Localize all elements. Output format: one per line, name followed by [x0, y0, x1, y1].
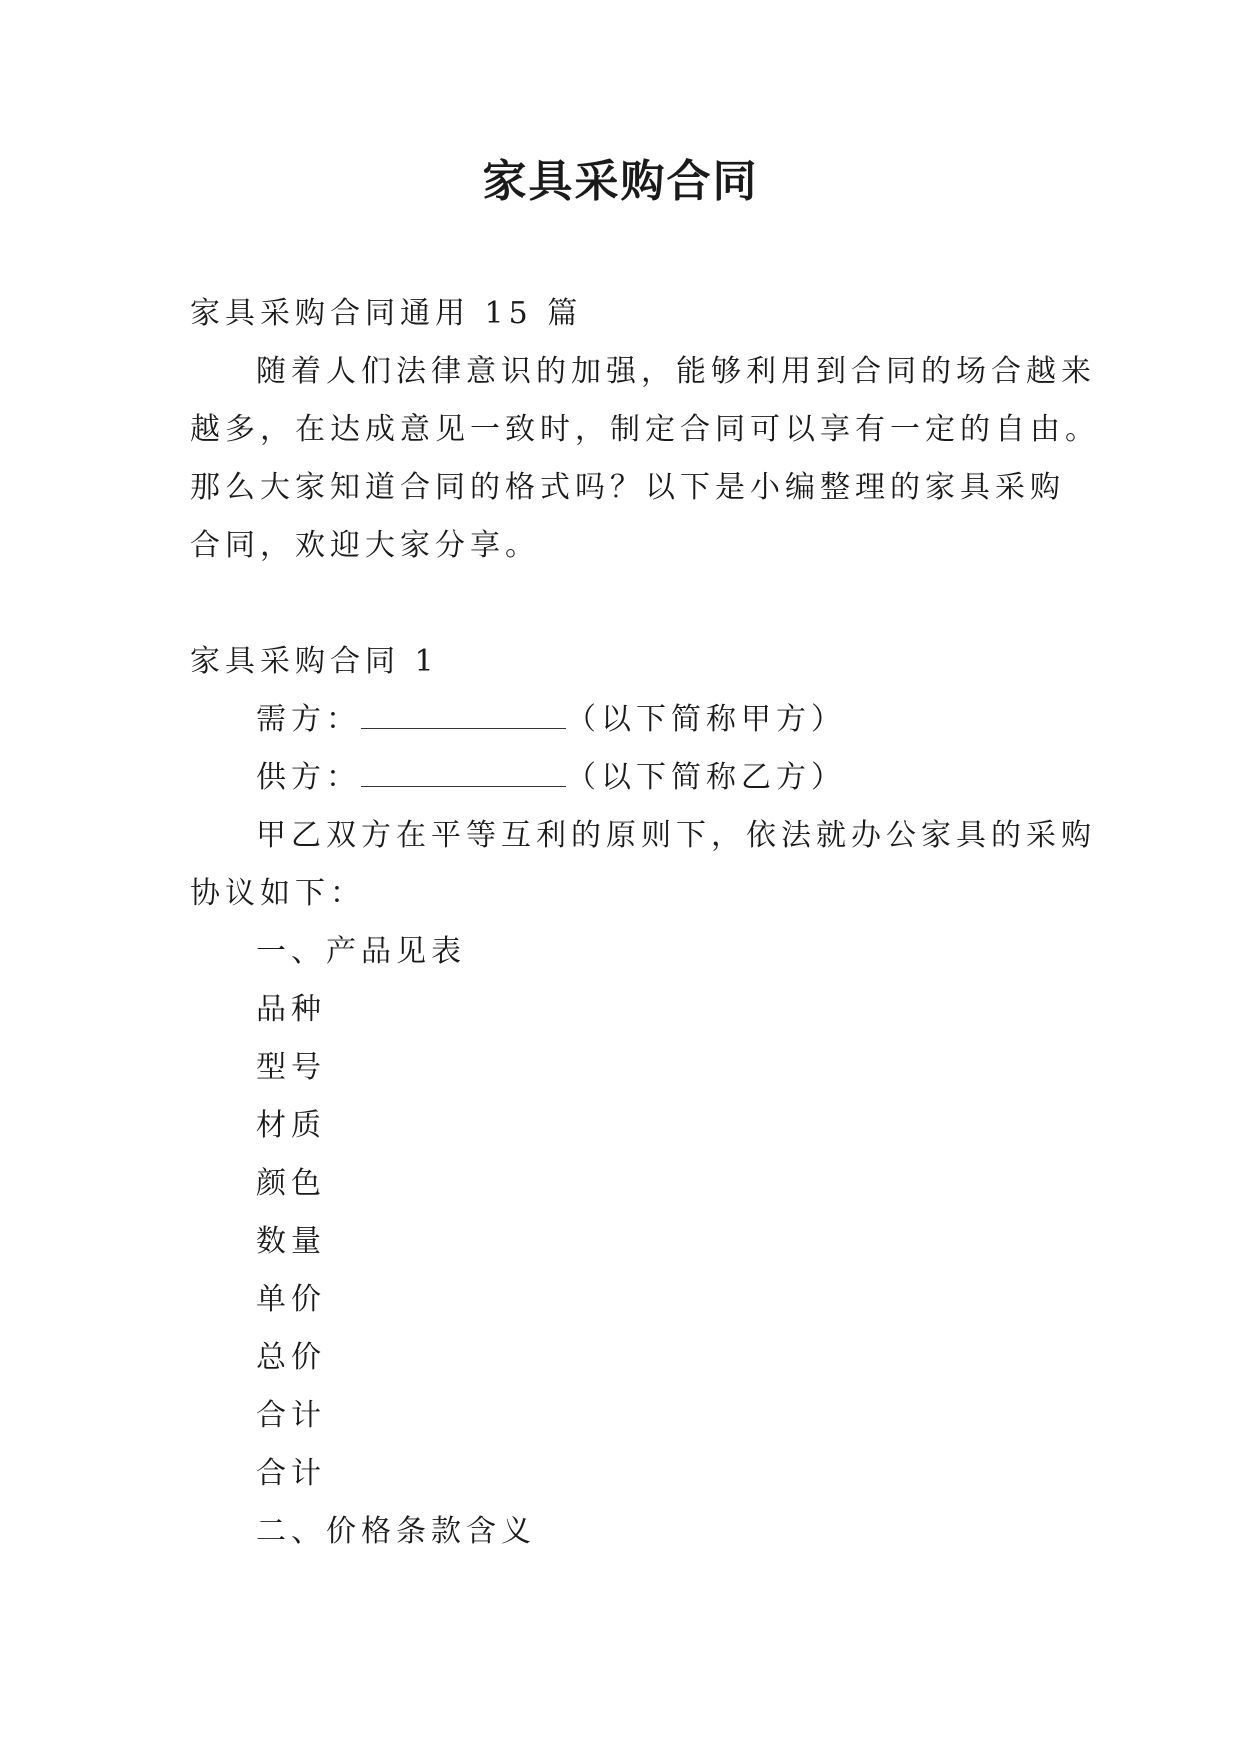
- table-field-total-price: 总价: [256, 1340, 326, 1375]
- table-field-unit-price: 单价: [256, 1282, 326, 1317]
- supplier-label: 供方：: [256, 760, 361, 795]
- supplier-line: [190, 749, 1060, 807]
- intro-line: 合同，欢迎大家分享。: [190, 528, 540, 563]
- clause-heading-1: 一、产品见表: [256, 934, 466, 969]
- document-body: [190, 285, 1100, 1561]
- intro-line: 随着人们法律意识的加强，能够利用到合同的场合越来: [256, 354, 1096, 389]
- supplier-blank-field[interactable]: [361, 764, 566, 787]
- agreement-line: 协议如下：: [190, 876, 365, 911]
- intro-line: 那么大家知道合同的格式吗？以下是小编整理的家具采购: [190, 470, 1065, 505]
- blank-line: [190, 575, 1060, 633]
- buyer-suffix: （以下简称甲方）: [566, 702, 846, 737]
- table-field-sum: 合计: [256, 1456, 326, 1491]
- table-field-model: 型号: [256, 1050, 326, 1085]
- document-subtitle: 家具采购合同通用 15 篇: [190, 296, 583, 331]
- section-heading: 家具采购合同 1: [190, 644, 439, 679]
- supplier-suffix: （以下简称乙方）: [566, 760, 846, 795]
- table-field-sum: 合计: [256, 1398, 326, 1433]
- clause-heading-2: 二、价格条款含义: [256, 1514, 536, 1549]
- agreement-line: 甲乙双方在平等互利的原则下，依法就办公家具的采购: [256, 818, 1096, 853]
- table-field-quantity: 数量: [256, 1224, 326, 1259]
- intro-line: 越多，在达成意见一致时，制定合同可以享有一定的自由。: [190, 412, 1100, 447]
- buyer-line: [190, 691, 1060, 749]
- buyer-label: 需方：: [256, 702, 361, 737]
- table-field-variety: 品种: [256, 992, 326, 1027]
- buyer-blank-field[interactable]: [361, 706, 566, 729]
- table-field-material: 材质: [256, 1108, 326, 1143]
- table-field-color: 颜色: [256, 1166, 326, 1201]
- document-title: 家具采购合同: [482, 156, 759, 207]
